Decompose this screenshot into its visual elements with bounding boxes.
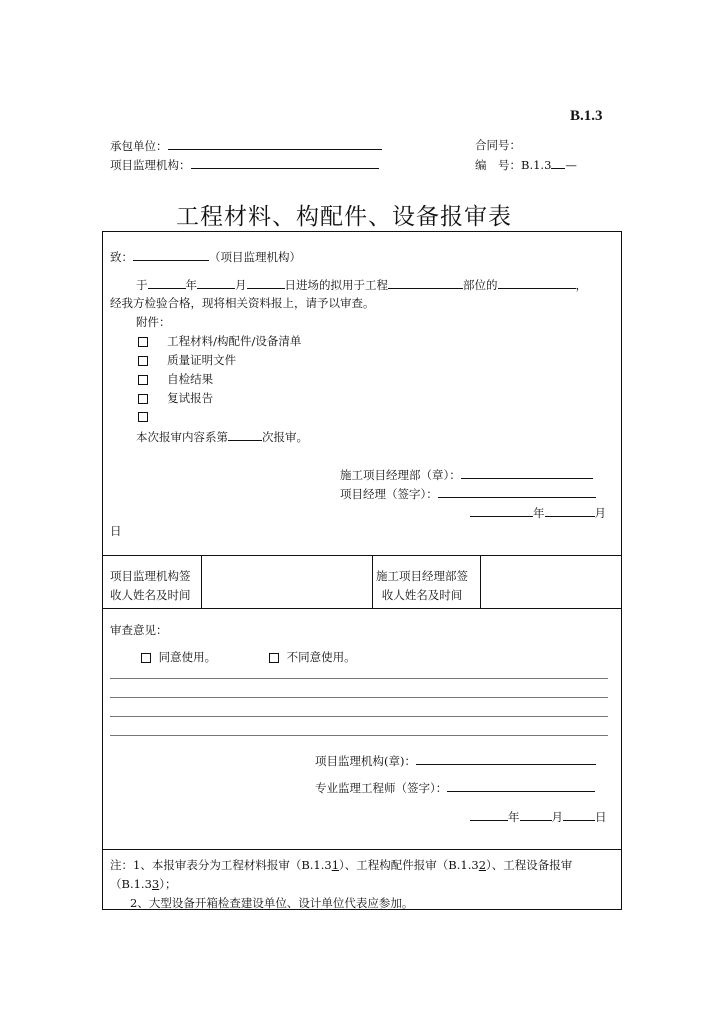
section1-year-label: 年	[533, 506, 545, 520]
engineer-label: 专业监理工程师（签字）：	[315, 781, 448, 795]
review-day-label: 日	[595, 810, 607, 824]
row-divider-3	[102, 849, 622, 850]
attachment-item-label: 质量证明文件	[167, 353, 237, 367]
review-month-label: 月	[551, 810, 563, 824]
disagree-option[interactable]	[269, 649, 356, 665]
note1-part: 注：1、本报审表分为工程材料报审（B.1.3	[110, 858, 332, 872]
checkbox[interactable]	[138, 356, 148, 366]
review-month-input[interactable]	[520, 808, 552, 821]
review-line[interactable]	[110, 697, 608, 698]
supervisor-receipt-label-line1: 项目监理机构签	[110, 569, 191, 583]
attachment-item[interactable]	[138, 371, 213, 387]
review-org-input[interactable]	[416, 752, 596, 765]
table-left-border	[102, 231, 103, 910]
checkbox[interactable]	[138, 412, 148, 422]
note1-code: 1	[331, 858, 340, 872]
section1-day-label: 日	[110, 524, 122, 538]
attachment-item[interactable]	[138, 333, 301, 349]
row-divider-2	[102, 608, 622, 609]
serial-field	[475, 156, 577, 173]
attachment-item[interactable]	[138, 352, 236, 368]
table-top-border	[102, 231, 622, 232]
note1-part: ）、工程构配件报审（B.1.3	[339, 858, 479, 872]
attachment-item-label: 工程材料/构配件/设备清单	[167, 334, 302, 348]
contractor-receipt-cell[interactable]	[481, 556, 620, 607]
round-input[interactable]	[228, 428, 262, 441]
review-date-line	[470, 808, 607, 825]
to-line	[110, 248, 301, 265]
section1-year-input[interactable]	[470, 504, 533, 517]
note-2: 2、大型设备开箱检查建设单位、设计单位代表应参加。	[130, 896, 414, 910]
engineer-sign-input[interactable]	[447, 779, 595, 792]
to-label: 致：	[110, 250, 133, 264]
attachment-label: 附件：	[136, 315, 171, 329]
checkbox[interactable]	[138, 375, 148, 385]
note1-code: 2	[478, 858, 487, 872]
manager-sign-line	[340, 485, 596, 502]
note1-code: 3	[151, 877, 160, 891]
section1-month-label: 月	[594, 506, 606, 520]
serial-input[interactable]	[551, 156, 565, 169]
note1-part: ）；	[159, 877, 177, 891]
disagree-label: 不同意使用。	[286, 650, 356, 664]
round-suffix: 次报审。	[262, 430, 308, 444]
contractor-label: 承包单位：	[110, 139, 168, 153]
checkbox[interactable]	[138, 394, 148, 404]
to-suffix: （项目监理机构）	[209, 250, 301, 264]
note1-part: （B.1.3	[110, 877, 152, 891]
note-1	[110, 857, 572, 873]
review-year-input[interactable]	[470, 808, 508, 821]
entry-year-label: 年	[185, 278, 197, 292]
manager-sign-input[interactable]	[438, 485, 596, 498]
entry-end: ，	[575, 278, 587, 292]
note1-part: ）、工程设备报审	[486, 858, 573, 872]
part-input[interactable]	[498, 276, 576, 289]
serial-suffix: —	[565, 158, 577, 172]
supervisor-receipt-label-line2: 收人姓名及时间	[110, 588, 191, 602]
note-1-cont	[110, 876, 176, 892]
manager-label: 项目经理（签字）：	[340, 487, 438, 501]
entry-prefix: 于	[136, 278, 148, 292]
page-title: 工程材料、构配件、设备报审表	[176, 204, 512, 230]
inspection-statement: 经我方检验合格，现将相关资料报上，请予以审查。	[110, 296, 375, 310]
serial-label: 编 号：B.1.3	[475, 158, 552, 172]
contractor-field	[110, 137, 382, 154]
project-input[interactable]	[388, 276, 463, 289]
supervisor-label: 项目监理机构：	[110, 158, 191, 172]
supervisor-receipt-label	[110, 567, 191, 605]
contractor-receipt-label	[376, 567, 468, 605]
contract-no-label: 合同号：	[475, 138, 521, 152]
part-label: 部位的	[463, 278, 498, 292]
dept-label: 施工项目经理部（章）：	[340, 468, 461, 482]
supervisor-receipt-cell[interactable]	[202, 556, 371, 607]
entry-month-label: 月	[235, 278, 247, 292]
review-year-label: 年	[508, 810, 520, 824]
entry-day-text: 日进场的拟用于工程	[284, 278, 388, 292]
attachment-item-label: 自检结果	[167, 372, 214, 386]
review-day-input[interactable]	[563, 808, 595, 821]
entry-month-input[interactable]	[197, 276, 235, 289]
supervisor-field	[110, 156, 379, 173]
table-right-border	[621, 231, 622, 910]
agree-label: 同意使用。	[158, 650, 217, 664]
review-line[interactable]	[110, 735, 608, 736]
dept-seal-line	[340, 466, 593, 483]
round-line	[136, 428, 308, 445]
to-input[interactable]	[133, 248, 209, 261]
review-label: 审查意见：	[110, 623, 168, 637]
supervisor-input[interactable]	[191, 156, 379, 169]
section1-date-line	[470, 504, 606, 521]
checkbox[interactable]	[141, 653, 151, 663]
contractor-input[interactable]	[168, 137, 382, 150]
review-org-label: 项目监理机构(章)：	[315, 754, 416, 768]
engineer-sign-line	[315, 779, 595, 796]
agree-option[interactable]	[141, 649, 216, 665]
entry-day-input[interactable]	[247, 276, 285, 289]
section1-month-input[interactable]	[545, 504, 595, 517]
attachment-item-label: 复试报告	[167, 391, 214, 405]
form-code: B.1.3	[570, 108, 603, 124]
entry-line	[136, 276, 587, 293]
attachment-item[interactable]	[138, 390, 213, 406]
checkbox[interactable]	[269, 653, 279, 663]
entry-year-input[interactable]	[148, 276, 186, 289]
contractor-receipt-label-line1: 施工项目经理部签	[376, 569, 468, 583]
review-line[interactable]	[110, 678, 608, 679]
col-divider-2	[372, 555, 373, 608]
dept-seal-input[interactable]	[461, 466, 593, 479]
round-prefix: 本次报审内容系第	[136, 430, 228, 444]
checkbox[interactable]	[138, 337, 148, 347]
review-org-line	[315, 752, 596, 769]
attachment-item[interactable]	[138, 409, 152, 423]
review-line[interactable]	[110, 716, 608, 717]
contractor-receipt-label-line2: 收人姓名及时间	[381, 588, 463, 602]
